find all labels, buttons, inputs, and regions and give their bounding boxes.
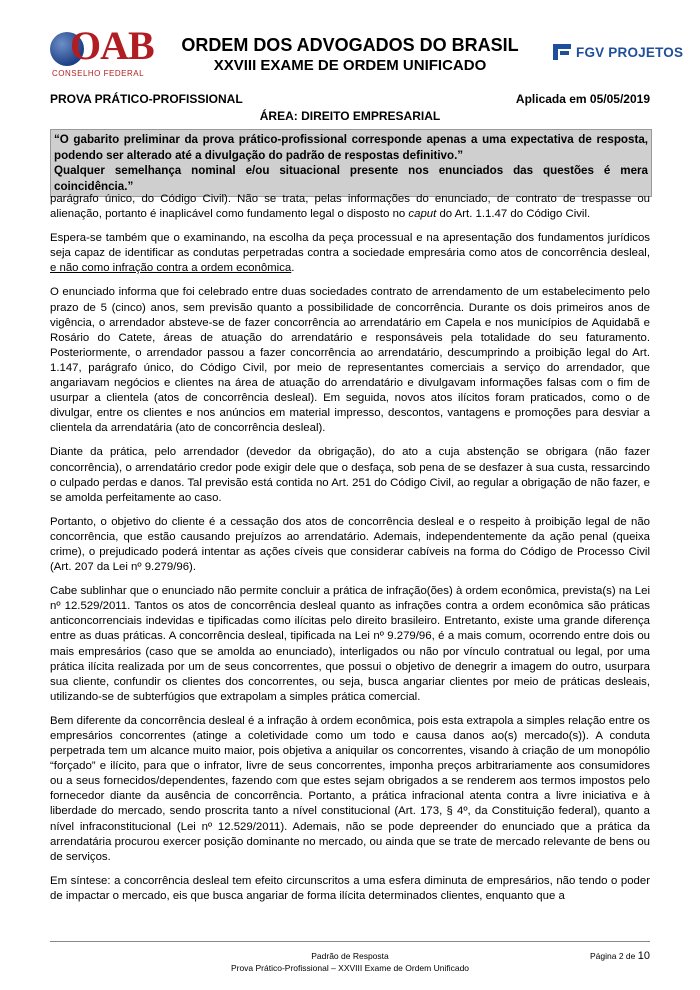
paragraph-1: [50, 192, 650, 222]
fgv-logo-text: FGV PROJETOS: [576, 44, 684, 60]
exam-area: ÁREA: DIREITO EMPRESARIAL: [259, 109, 441, 123]
paragraph-7: Bem diferente da concorrência desleal é a infração à ordem econômica, pois esta extrapola a simples relação entre os empresários concorrentes (atinge a coletividade como um todo e causa danos ao(s) mercado(s)). A conduta perpetrada tem um alcance muito maior, pois objetiva a aniquilar os concorrentes, visando à criação de um monopólio “forçado” e ilícito, para que o infrator, livre de seus concorrentes, imponha preços arbitrariamente aos consumidores ou a seus fornecidos/dependentes, fazendo com que estes sejam obrigados a se renderem aos termos impostos pelo fornecedor diante da ausência de concorrência. Portanto, a prática infracional atenta contra a livre iniciativa e à liberdade do mercado, sendo proscrita tanto a nível constitucional (Art. 173, § 4º, da Constituição federal), quanto a nível infraconstitucional (Lei nº 12.529/2011). Ademais, não se pode depreender do enunciado que a prática da arrendatária procurou exercer posição dominante no mercado, ou ainda que se trate de mercado relevante de bens ou de serviços.: [50, 714, 650, 863]
paragraph-2: [50, 231, 650, 276]
paragraph-1-italic: caput: [408, 208, 437, 221]
oab-logo-subtitle: CONSELHO FEDERAL: [52, 69, 145, 78]
applied-date: Aplicada em 05/05/2019: [515, 92, 650, 106]
disclaimer-line-2: Qualquer semelhança nominal e/ou situacional presente nos enunciados das questões é mera coincidência.”: [54, 164, 648, 193]
paragraph-5: Portanto, o objetivo do cliente é a cessação dos atos de concorrência desleal e o respeito à proibição legal de não concorrência, que estão causando prejuízos ao arrendatário. Ademais, independentemente da ação penal (queixa crime), o prejudicado poderá intentar as ações cíveis que considerar cabíveis na forma do Código de Processo Civil (Art. 207 da Lei nº 9.279/96).: [50, 515, 650, 574]
paragraph-6: Cabe sublinhar que o enunciado não permite concluir a prática de infração(ões) à ordem econômica, prevista(s) na Lei nº 12.529/2011. Tantos os atos de concorrência desleal quanto as infrações contra a ordem econômica são práticas anticoncorrenciais indevidas e tipificadas como ilícitas pelo direito brasileiro. Entretanto, existe uma grande diferença entre as duas práticas. A concorrência desleal, tipificada na Lei nº 9.279/96, é a mais comum, ocorrendo entre dois ou mais empresários (caso que se amolda ao enunciado), interligados ou não por vínculo contratual ou legal, por uma prática ilícita realizada por um de seus concorrentes, que possui o objetivo de denegrir a imagem do outro, usurpara sua cliente, confundir os clientes dos concorrentes, ou seja, busca angariar clientes por meio de práticas desleais, utilizando-se de subterfúgios que extrapolam a simples prática comercial.: [50, 585, 650, 703]
answer-body: [50, 192, 650, 913]
fgv-mark-icon: [553, 44, 571, 60]
page-number: [590, 950, 650, 962]
oab-logo-text: OAB: [70, 23, 154, 68]
paragraph-3: O enunciado informa que foi celebrado entre duas sociedades contrato de arrendamento de um estabelecimento pelo prazo de 5 (cinco) anos, sem previsão quanto a possibilidade de concorrência. Durante os dois primeiros anos de vigência, o arrendador absteve-se de fazer concorrência ao arrendatário em Capela e nos municípios de Aquidabã e Rosário do Catete, áreas de atuação do arrendatário e responsáveis pela totalidade do seu faturamento. Posteriormente, o arrendador passou a fazer concorrência ao arrendatário, descumprindo a proibição legal do Art. 1.147, parágrafo único, do Código Civil, por meio de representantes comerciais a serviço do arrendador, que angariavam negócios e clientes na área de atuação do arrendatário e divulgavam informações falsas com o fim de usurpar a clientela (atos de concorrência desleal). Em seguida, novos atos ilícitos foram praticados, como o de divulgar, entre os clientes e nos anúncios em material impresso, descontos, vantagens e promoções para desviar a clientela da arrendatária (ato de concorrência desleal).: [50, 286, 650, 435]
disclaimer-box: [50, 129, 652, 197]
footer-divider: [50, 941, 650, 942]
oab-logo: [50, 23, 154, 80]
paragraph-1-text-a: parágrafo único, do Código Civil). Não se trata, pelas informações do enunciado, de contrato de trespasse ou alienação, portanto é inaplicável como fundamento legal o disposto no: [50, 193, 650, 221]
page-number-total: 10: [637, 950, 650, 962]
paragraph-8: Em síntese: a concorrência desleal tem efeito circunscritos a uma esfera diminuta de empresários, não tendo o poder de impactar o mercado, eis que busca angariar de forma ilícita determinados clientes, enquanto que a: [50, 874, 650, 902]
paragraph-1-text-b: do Art. 1.1.47 do Código Civil.: [436, 208, 591, 221]
footer-line-1: Padrão de Resposta: [311, 951, 389, 961]
disclaimer-line-1: “O gabarito preliminar da prova prático-profissional corresponde apenas a uma expectativa de resposta, podendo ser alterado até a divulgação do padrão de respostas definitivo.”: [54, 133, 648, 162]
footer-line-2: Prova Prático-Profissional – XXVIII Exame de Ordem Unificado: [230, 963, 470, 973]
fgv-logo: [553, 41, 688, 63]
paragraph-2-text-a: Espera-se também que o examinando, na escolha da peça processual e na apresentação dos fundamentos jurídicos seja capaz de identificar as condutas perpetradas contra a sociedade empresária como atos de concorrência desleal,: [50, 232, 650, 260]
page-number-label: Página 2 de: [590, 951, 636, 961]
title-line-2: XXVIII EXAME DE ORDEM UNIFICADO: [213, 57, 487, 74]
exam-type: PROVA PRÁTICO-PROFISSIONAL: [50, 92, 243, 106]
paragraph-2-text-b: .: [291, 262, 295, 275]
title-line-1: ORDEM DOS ADVOGADOS DO BRASIL: [181, 35, 519, 55]
paragraph-2-underlined: e não como infração contra a ordem econômica: [50, 262, 292, 275]
paragraph-4: Diante da prática, pelo arrendador (devedor da obrigação), do ato a cuja abstenção se obrigara (não fazer concorrência), o arrendatário credor pode exigir dele que o desfaça, sob pena de se desfazer à sua custa, ressarcindo o culpado perdas e danos. Tal previsão está contida no Art. 251 do Código Civil, ao regular a obrigação de não fazer, e se amolda perfeitamente ao caso.: [50, 446, 650, 504]
document-title: [160, 34, 540, 76]
